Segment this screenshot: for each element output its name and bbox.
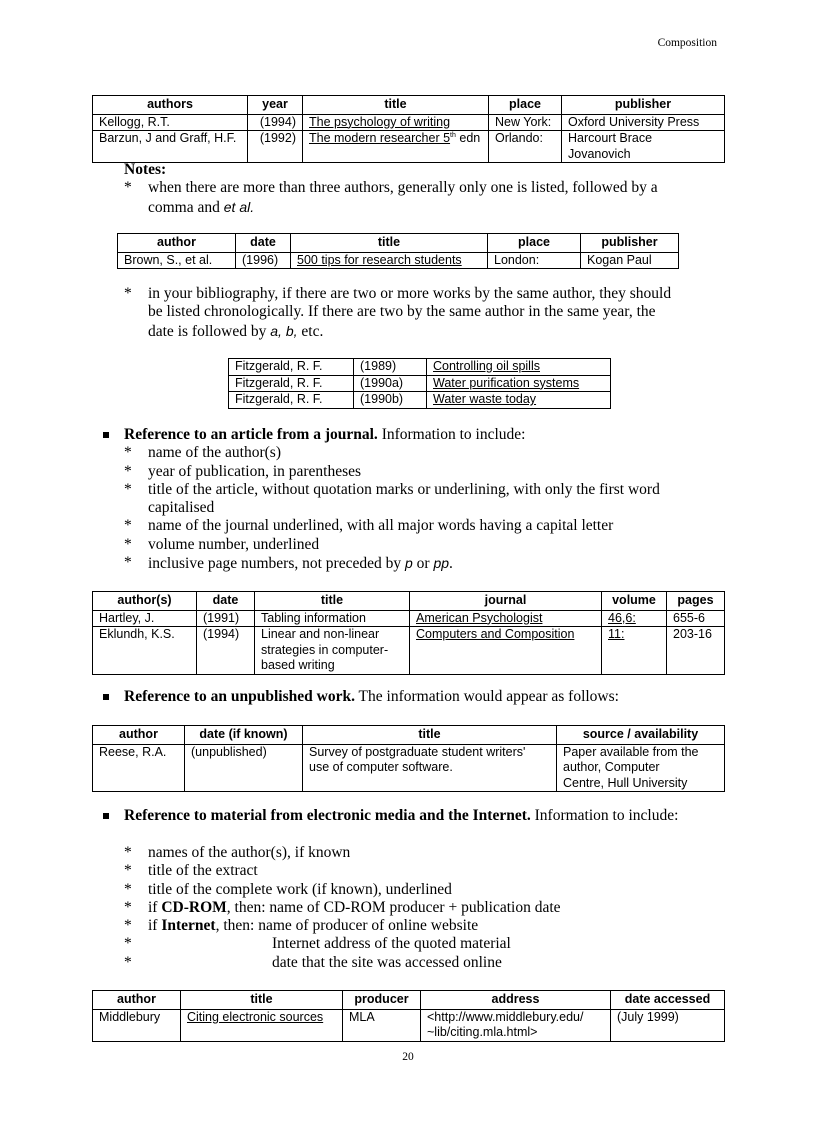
column-header: place bbox=[488, 234, 581, 253]
table-cell: Kellogg, R.T. bbox=[93, 114, 248, 131]
column-header: address bbox=[421, 991, 611, 1010]
running-header: Composition bbox=[657, 37, 717, 49]
table-cell: Controlling oil spills bbox=[427, 359, 611, 376]
table-cell: Fitzgerald, R. F. bbox=[229, 392, 354, 409]
column-header: volume bbox=[602, 592, 667, 611]
column-header: author bbox=[93, 991, 181, 1010]
table-cell: (1990b) bbox=[354, 392, 427, 409]
table-cell: Brown, S., et al. bbox=[118, 252, 236, 269]
table-row bbox=[118, 252, 679, 269]
bullet-icon bbox=[103, 813, 109, 819]
table-cell: (1994) bbox=[248, 114, 303, 131]
table6-grid bbox=[92, 990, 725, 1042]
column-header: author bbox=[93, 726, 185, 745]
table-cell: The psychology of writing bbox=[303, 114, 489, 131]
column-header: title bbox=[303, 726, 557, 745]
table-cell: 655-6 bbox=[667, 610, 725, 627]
column-header: authors bbox=[93, 96, 248, 115]
table5-grid bbox=[92, 725, 725, 792]
table-cell: 500 tips for research students bbox=[291, 252, 488, 269]
bullet-icon bbox=[103, 694, 109, 700]
table-cell: Paper available from the author, Computer Centre, Hull University bbox=[557, 744, 725, 792]
table-cell: Linear and non-linear strategies in computer- based writing bbox=[255, 627, 410, 675]
notes-heading: Notes: bbox=[124, 161, 167, 178]
table-electronic bbox=[92, 990, 725, 1042]
column-header: title bbox=[291, 234, 488, 253]
table-cell: Water purification systems bbox=[427, 375, 611, 392]
table-cell: Fitzgerald, R. F. bbox=[229, 359, 354, 376]
table-cell: (July 1999) bbox=[611, 1009, 725, 1041]
table-cell: (1989) bbox=[354, 359, 427, 376]
table-row bbox=[93, 627, 725, 675]
table-cell: New York: bbox=[489, 114, 562, 131]
table-cell: Reese, R.A. bbox=[93, 744, 185, 792]
column-header: publisher bbox=[562, 96, 725, 115]
table-cell: Oxford University Press bbox=[562, 114, 725, 131]
table-cell: Citing electronic sources bbox=[181, 1009, 343, 1041]
column-header: title bbox=[303, 96, 489, 115]
table-header-row bbox=[93, 726, 725, 745]
table-cell: 11: bbox=[602, 627, 667, 675]
table-header-row bbox=[93, 991, 725, 1010]
table-cell: (1992) bbox=[248, 131, 303, 163]
note-chronological: * in your bibliography, if there are two or more works by the same author, they should be listed chronologically. If there are two by the same author in the same year, the date is followed by a, b, etc. bbox=[124, 285, 672, 340]
column-header: date bbox=[197, 592, 255, 611]
column-header: date (if known) bbox=[185, 726, 303, 745]
column-header: title bbox=[181, 991, 343, 1010]
table-cell: Survey of postgraduate student writers' use of computer software. bbox=[303, 744, 557, 792]
column-header: place bbox=[489, 96, 562, 115]
table-cell: 203-16 bbox=[667, 627, 725, 675]
page-number: 20 bbox=[402, 1051, 414, 1063]
note-item-cont: comma and et al. bbox=[148, 198, 255, 216]
column-header: source / availability bbox=[557, 726, 725, 745]
table-cell: London: bbox=[488, 252, 581, 269]
column-header: title bbox=[255, 592, 410, 611]
table-header-row bbox=[93, 592, 725, 611]
column-header: date bbox=[236, 234, 291, 253]
note-item: * when there are more than three authors, generally only one is listed, followed by a bbox=[124, 179, 658, 197]
table-row bbox=[93, 1009, 725, 1041]
table-row bbox=[93, 744, 725, 792]
table-cell: 46,6: bbox=[602, 610, 667, 627]
unpublished-heading: Reference to an unpublished work. The information would appear as follows: bbox=[124, 688, 724, 706]
electronic-list: * names of the author(s), if known * title of the extract * title of the complete work (if known), underlined * if CD-ROM, then: name of CD-ROM producer + publication date * if Internet, then: name of producer of online website * Internet address of the quoted material * date that the site was accessed online bbox=[124, 844, 561, 971]
column-header: author(s) bbox=[93, 592, 197, 611]
table-cell: (1994) bbox=[197, 627, 255, 675]
table3-grid bbox=[228, 358, 611, 409]
table-row bbox=[229, 392, 611, 409]
table-cell: Hartley, J. bbox=[93, 610, 197, 627]
column-header: producer bbox=[343, 991, 421, 1010]
table-cell: Middlebury bbox=[93, 1009, 181, 1041]
table-cell: Barzun, J and Graff, H.F. bbox=[93, 131, 248, 163]
table-unpublished bbox=[92, 725, 725, 792]
table-row bbox=[93, 610, 725, 627]
table4-grid bbox=[92, 591, 725, 675]
table-cell: Harcourt Brace Jovanovich bbox=[562, 131, 725, 163]
table-cell: Kogan Paul bbox=[581, 252, 679, 269]
column-header: pages bbox=[667, 592, 725, 611]
bullet-icon bbox=[103, 432, 109, 438]
column-header: year bbox=[248, 96, 303, 115]
table-row bbox=[93, 131, 725, 163]
table-cell: <http://www.middlebury.edu/ ~lib/citing.mla.html> bbox=[421, 1009, 611, 1041]
table-cell: (1991) bbox=[197, 610, 255, 627]
table-cell: Computers and Composition bbox=[410, 627, 602, 675]
table-cell: The modern researcher 5th edn bbox=[303, 131, 489, 163]
table-books bbox=[92, 95, 725, 163]
column-header: date accessed bbox=[611, 991, 725, 1010]
table-row bbox=[229, 359, 611, 376]
table1-grid bbox=[92, 95, 725, 163]
table-cell: (1996) bbox=[236, 252, 291, 269]
table-cell: (unpublished) bbox=[185, 744, 303, 792]
table-cell: Eklundh, K.S. bbox=[93, 627, 197, 675]
notes-section bbox=[124, 161, 724, 217]
table-cell: Fitzgerald, R. F. bbox=[229, 375, 354, 392]
table-cell: American Psychologist bbox=[410, 610, 602, 627]
column-header: journal bbox=[410, 592, 602, 611]
table-cell: (1990a) bbox=[354, 375, 427, 392]
column-header: publisher bbox=[581, 234, 679, 253]
table-header-row bbox=[93, 96, 725, 115]
table2-grid bbox=[117, 233, 679, 269]
table-cell: MLA bbox=[343, 1009, 421, 1041]
column-header: author bbox=[118, 234, 236, 253]
table-header-row bbox=[118, 234, 679, 253]
electronic-heading: Reference to material from electronic media and the Internet. Information to include: bbox=[124, 807, 744, 825]
journal-section: Reference to an article from a journal. Information to include: * name of the author(s) * year of publication, in parentheses * title of the article, without quotation marks or underlining, with only the first word capitalised * name of the journal underlined, with all major words having a capital letter * volume number, underlined * inclusive page numbers, not preceded by p or pp. bbox=[124, 426, 724, 573]
table-journal bbox=[92, 591, 725, 675]
table-cell: Water waste today bbox=[427, 392, 611, 409]
journal-heading: Reference to an article from a journal. Information to include: bbox=[124, 426, 724, 444]
table-row bbox=[93, 114, 725, 131]
table-et-al bbox=[117, 233, 679, 269]
table-cell: Tabling information bbox=[255, 610, 410, 627]
table-row bbox=[229, 375, 611, 392]
table-cell: Orlando: bbox=[489, 131, 562, 163]
table-chronological bbox=[228, 358, 611, 409]
